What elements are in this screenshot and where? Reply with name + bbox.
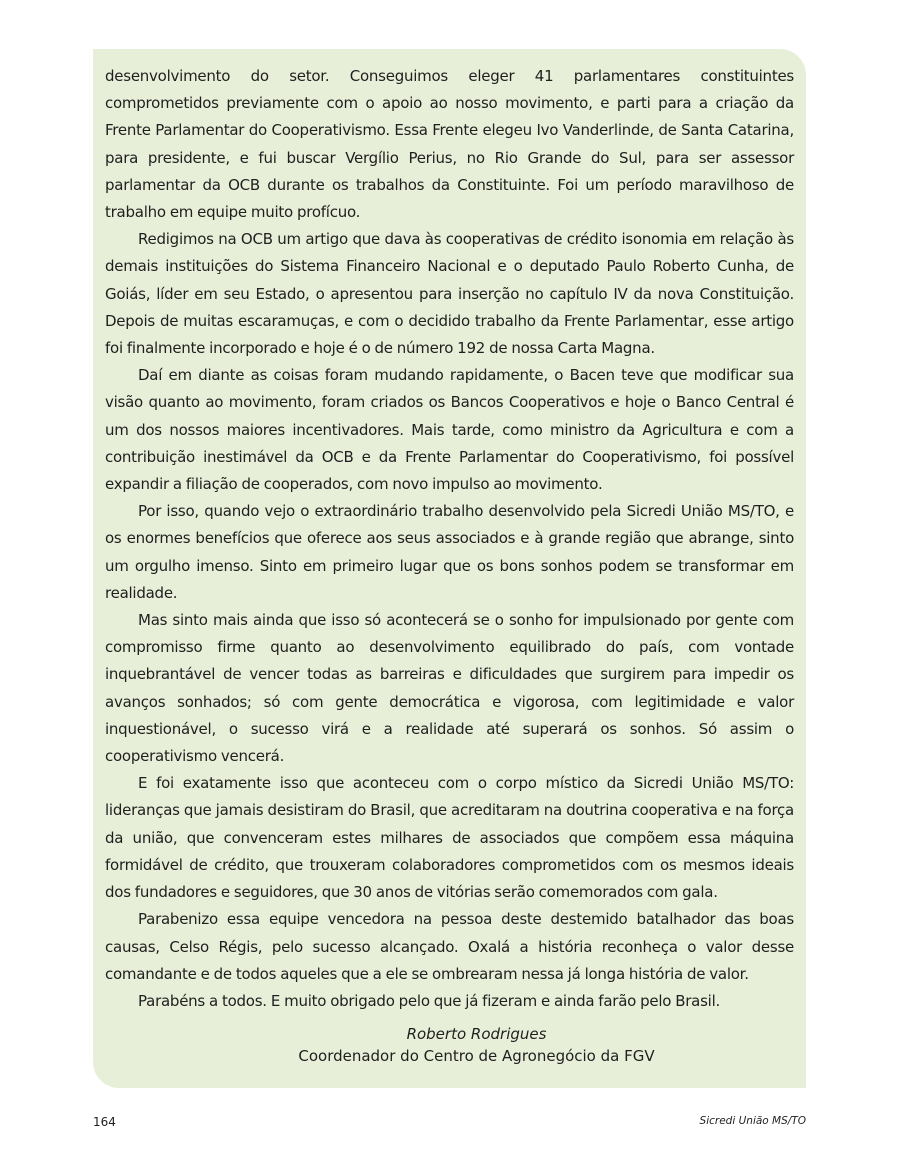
paragraph-4: Por isso, quando vejo o extraordinário trabalho desenvolvido pela Sicredi União MS/TO, e os enormes benefícios que oferece aos seus associados e à grande região que abrange, sinto um orgulho imenso. Sinto em primeiro lugar que os bons sonhos podem se transformar em realidade.: [105, 502, 794, 602]
paragraph-6: E foi exatamente isso que aconteceu com o corpo místico da Sicredi União MS/TO: lideranças que jamais desistiram do Brasil, que acreditaram na doutrina cooperativa e na força da união, que convenceram estes milhares de associados que compõem essa máquina formidável de crédito, que trouxeram colaboradores comprometidos com os mesmos ideais dos fundadores e seguidores, que 30 anos de vitórias serão comemorados com gala.: [105, 774, 794, 902]
page-number: 164: [93, 1115, 116, 1129]
paragraph-1: desenvolvimento do setor. Conseguimos eleger 41 parlamentares constituintes comprometidos previamente com o apoio ao nosso movimento, e parti para a criação da Frente Parlamentar do Cooperativismo. Essa Frente elegeu Ivo Vanderlinde, de Santa Catarina, para presidente, e fui buscar Vergílio Perius, no Rio Grande do Sul, para ser assessor parlamentar da OCB durante os trabalhos da Constituinte. Foi um período maravilhoso de trabalho em equipe muito profícuo.: [105, 67, 794, 222]
paragraph-2: Redigimos na OCB um artigo que dava às cooperativas de crédito isonomia em relação às demais instituições do Sistema Financeiro Nacional e o deputado Paulo Roberto Cunha, de Goiás, líder em seu Estado, o apresentou para inserção no capítulo IV da nova Constituição. Depois de muitas escaramuças, e com o decidido trabalho da Frente Parlamentar, esse artigo foi finalmente incorporado e hoje é o de número 192 de nossa Carta Magna.: [105, 230, 794, 358]
signature-block: [105, 1023, 794, 1067]
content-panel: [93, 49, 806, 1088]
paragraph-7: Parabenizo essa equipe vencedora na pessoa deste destemido batalhador das boas causas, Celso Régis, pelo sucesso alcançado. Oxalá a história reconheça o valor desse comandante e de todos aqueles que a ele se ombrearam nessa já longa história de valor.: [105, 910, 794, 983]
publication-name: Sicredi União MS/TO: [699, 1115, 806, 1127]
author-name: Roberto Rodrigues: [406, 1025, 547, 1044]
paragraph-5: Mas sinto mais ainda que isso só acontecerá se o sonho for impulsionado por gente com compromisso firme quanto ao desenvolvimento equilibrado do país, com vontade inquebrantável de vencer todas as barreiras e dificuldades que surgirem para impedir os avanços sonhados; só com gente democrática e vigorosa, com legitimidade e valor inquestionável, o sucesso virá e a realidade até superará os sonhos. Só assim o cooperativismo vencerá.: [105, 611, 794, 766]
paragraph-8: Parabéns a todos. E muito obrigado pelo que já fizeram e ainda farão pelo Brasil.: [138, 991, 721, 1010]
paragraph-3: Daí em diante as coisas foram mudando rapidamente, o Bacen teve que modificar sua visão quanto ao movimento, foram criados os Bancos Cooperativos e hoje o Banco Central é um dos nossos maiores incentivadores. Mais tarde, como ministro da Agricultura e com a contribuição inestimável da OCB e da Frente Parlamentar do Cooperativismo, foi possível expandir a filiação de cooperados, com novo impulso ao movimento.: [105, 366, 794, 494]
author-title: Coordenador do Centro de Agronegócio da FGV: [298, 1047, 655, 1066]
article-body: [105, 63, 794, 1015]
